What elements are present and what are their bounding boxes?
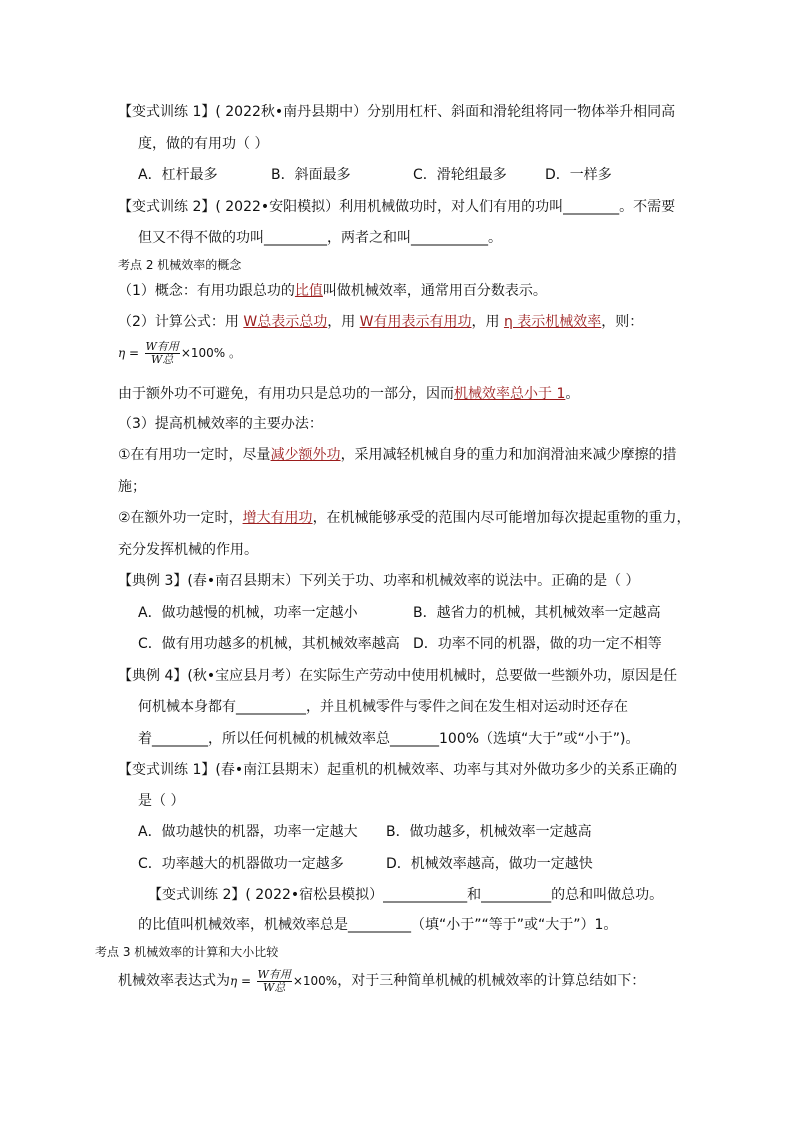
exercise-1-line2: 度，做的有用功（ ） [138,136,269,152]
text: 。 [565,386,580,402]
method-1-cont: 施； [118,479,146,495]
text: （1）概念：有用功跟总功的 [118,283,295,299]
highlight-useful-work: W有用表示有用功 [359,314,472,330]
example-4-line2: 何机械本身都有__________，并且机械零件与零件之间在发生相对运动时还存在 [138,699,628,715]
example-3-option-c: C．做有用功越多的机械，其机械效率越高 [138,636,400,652]
example-3-option-a: A．做功越慢的机械，功率一定越小 [138,605,358,621]
note-line [118,385,579,403]
text: ②在额外功一定时， [118,510,243,526]
method-1 [118,446,677,464]
text: ，则： [601,314,644,330]
denominator: W总 [263,980,286,994]
text: 机械效率表达式为 [118,973,230,989]
text: ，在机械能够承受的范围内尽可能增加每次提起重物的重力， [312,510,691,526]
section-heading-3: 考点 3 机械效率的计算和大小比较 [95,945,279,959]
fraction [257,969,292,994]
option-d: D．一样多 [545,167,612,183]
eta-symbol: η = [118,346,140,360]
formula-tail: ×100% [292,974,338,988]
variant-2-line1: 【变式训练 2】( 2022•宿松县模拟）____________和__________的总和叫做总功。 [148,887,664,903]
highlight: 机械效率总小于 1 [454,386,566,402]
example-4-line3: 着________，所以任何机械的机械效率总_______100%（选填“大于”或“小于”)。 [138,731,640,747]
numerator: W有用 [257,967,291,981]
formula-tail: ×100% 。 [180,346,242,360]
text: 叫做机械效率，通常用百分数表示。 [322,283,547,299]
method-2-cont: 充分发挥机械的作用。 [118,542,258,558]
text: ，对于三种简单机械的机械效率的计算总结如下： [337,973,646,989]
highlight-efficiency: η 表示机械效率 [503,314,602,330]
example-3-question: 【典例 3】(春•南召县期末）下列关于功、功率和机械效率的说法中。正确的是（ ） [118,573,640,589]
text: ，采用减轻机械自身的重力和加润滑油来减少摩擦的措 [340,447,677,463]
concept-line [118,282,547,300]
highlight: 减少额外功 [270,447,341,463]
text: 由于额外功不可避免，有用功只是总功的一部分，因而 [118,386,454,402]
fraction [145,341,180,366]
section-heading-2: 考点 2 机械效率的概念 [118,258,242,272]
example-4-line1: 【典例 4】(秋•宝应县月考）在实际生产劳动中使用机械时，总要做一些额外功，原因是任 [118,668,678,684]
method-2 [118,509,691,527]
text: ，用 [327,314,360,330]
variant-1-option-b: B．做功越多，机械效率一定越高 [386,824,592,840]
example-3-option-d: D．功率不同的机器，做的功一定不相等 [413,636,662,652]
text: （2）计算公式：用 [118,314,244,330]
highlight-total-work: W总表示总功 [243,314,328,330]
variant-1-option-d: D．机械效率越高，做功一定越快 [386,856,593,872]
exercise-2-line2: 但又不得不做的功叫_________，两者之和叫___________。 [138,230,502,246]
text: ，用 [471,314,504,330]
exercise-1-line1: 【变式训练 1】( 2022秋•南丹县期中）分别用杠杆、斜面和滑轮组将同一物体举升相同高 [118,104,676,120]
expression-line [118,966,645,996]
numerator: W有用 [145,339,179,353]
exercise-2-line1: 【变式训练 2】( 2022•安阳模拟）利用机械做功时，对人们有用的功叫________。不需要 [118,199,676,215]
methods-heading: （3）提高机械效率的主要办法： [118,416,323,432]
variant-1-question-cont: 是（ ） [138,793,185,809]
eta-symbol: η = [230,974,252,988]
highlight: 比值 [294,283,323,299]
highlight: 增大有用功 [242,510,313,526]
variant-1-option-a: A．做功越快的机器，功率一定越大 [138,824,358,840]
option-a: A．杠杆最多 [138,167,218,183]
option-c: C．滑轮组最多 [413,167,507,183]
formula-line [118,313,643,331]
variant-1-option-c: C．功率越大的机器做功一定越多 [138,856,344,872]
option-b: B．斜面最多 [271,167,351,183]
variant-2-line2: 的比值叫机械效率，机械效率总是_________（填“小于”“等于”或“大于”）1。 [138,917,618,933]
denominator: W总 [151,352,174,366]
example-3-option-b: B．越省力的机械，其机械效率一定越高 [413,605,661,621]
efficiency-formula [118,338,241,368]
variant-1-question: 【变式训练 1】(春•南江县期末）起重机的机械效率、功率与其对外做功多少的关系正确的 [118,762,678,778]
text: ①在有用功一定时，尽量 [118,447,271,463]
